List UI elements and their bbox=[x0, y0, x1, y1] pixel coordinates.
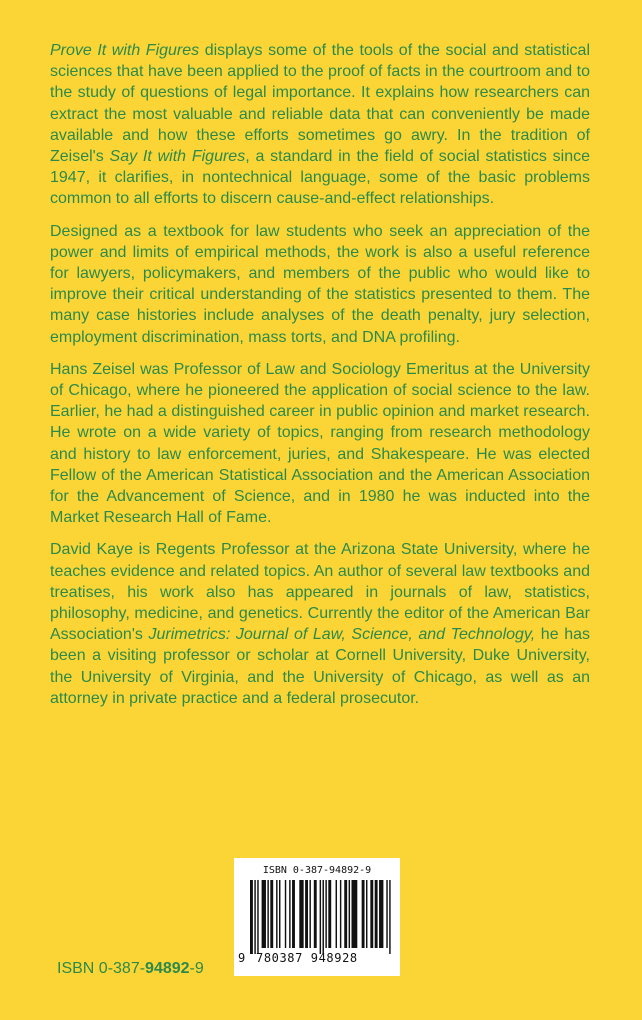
barcode bbox=[234, 858, 400, 976]
barcode-bar bbox=[370, 880, 373, 948]
barcode-bar bbox=[379, 880, 383, 948]
barcode-bar bbox=[386, 880, 387, 948]
barcode-bar bbox=[267, 880, 268, 948]
barcode-bar bbox=[366, 880, 367, 948]
audience-paragraph: Designed as a textbook for law students who seek an appreciation of the power and limits of empirical methods, the work is also a useful reference for lawyers, policymakers, and members of the public who would like to improve their critical understanding of the statistics presented to them. The many case histories include analyses of the death penalty, jury selection, employment discrimination, mass torts, and DNA profiling. bbox=[50, 222, 590, 346]
barcode-bar bbox=[262, 880, 266, 948]
isbn-bold-part: 94892 bbox=[145, 960, 190, 977]
barcode-lead-digit: 9 bbox=[238, 951, 246, 965]
barcode-bar bbox=[362, 880, 365, 948]
referenced-book-title: Say It with Figures bbox=[109, 148, 246, 166]
barcode-bar bbox=[328, 880, 331, 948]
barcode-bar bbox=[323, 880, 324, 954]
book-title: Prove It with Figures bbox=[50, 42, 200, 59]
barcode-bar bbox=[292, 880, 295, 948]
barcode-digits: 780387 948928 bbox=[256, 951, 358, 965]
kaye-bio-text-1: David Kaye is Regents Professor at the Arizona State University, where he teaches evidence and related topics. An author of several law textbooks and treatises, his work also has appeared in journals of law, statistics, philosophy, medicine, and genetics. Currently the editor of the American Bar Association's bbox=[50, 541, 590, 644]
barcode-bar bbox=[279, 880, 280, 948]
kaye-bio-text-2: he has been a visiting professor or scholar at Cornell University, Duke University, the University of Virginia, and the University of Chicago, as well as an attorney in private practice and a federal prosecutor. bbox=[50, 626, 591, 707]
book-description-paragraph bbox=[50, 40, 590, 210]
isbn-prefix: ISBN 0-387- bbox=[57, 960, 146, 977]
barcode-bar bbox=[375, 880, 378, 948]
isbn-footer bbox=[57, 960, 204, 978]
barcode-bar bbox=[344, 880, 347, 948]
back-cover-text bbox=[50, 40, 590, 720]
barcode-bar bbox=[299, 880, 303, 948]
barcode-bar bbox=[325, 880, 326, 948]
author-bio-zeisel: Hans Zeisel was Professor of Law and Sociology Emeritus at the University of Chicago, where he pioneered the application of social science to the law. Earlier, he had a distinguished career in public opinion and market research. He wrote on a wide variety of topics, ranging from research methodology and history to law enforcement, juries, and Shakespeare. He was elected Fellow of the American Statistical Association and the American Association for the Advancement of Science, and in 1980 he was inducted into the Market Research Hall of Fame. bbox=[50, 360, 590, 527]
barcode-bar bbox=[254, 880, 255, 954]
isbn-suffix: -9 bbox=[189, 960, 204, 977]
author-bio-kaye bbox=[50, 539, 590, 709]
description-text-2: , a standard in the field of social statistics since 1947, it clarifies, in nontechnical language, some of the basic problems common to all efforts to discern cause-and-effect relationships. bbox=[50, 148, 591, 208]
barcode-bar bbox=[389, 880, 390, 954]
barcode-isbn-text: ISBN 0-387-94892-9 bbox=[262, 865, 372, 876]
barcode-bar bbox=[340, 880, 341, 948]
barcode-bar bbox=[349, 880, 350, 948]
description-text-1: displays some of the tools of the social and statistical sciences that have been applied to the proof of facts in the courtroom and to the study of questions of legal importance. It explains how researchers can extract the most valuable and reliable data that can conveniently be made available and how these efforts sometimes go awry. In the tradition of Zeisel's bbox=[50, 42, 590, 166]
barcode-bar bbox=[276, 880, 277, 948]
barcode-bar bbox=[309, 880, 310, 948]
barcode-bar bbox=[285, 880, 286, 948]
barcode-bar bbox=[289, 880, 290, 948]
journal-title: Jurimetrics: Journal of Law, Science, and Technology, bbox=[148, 626, 536, 644]
barcode-bar bbox=[305, 880, 308, 948]
barcode-bar bbox=[352, 880, 358, 948]
barcode-bar bbox=[270, 880, 273, 948]
barcode-bar bbox=[257, 880, 258, 954]
barcode-bar bbox=[250, 880, 253, 954]
barcode-bar bbox=[336, 880, 337, 948]
barcode-bar bbox=[314, 880, 317, 948]
barcode-bar bbox=[320, 880, 321, 954]
